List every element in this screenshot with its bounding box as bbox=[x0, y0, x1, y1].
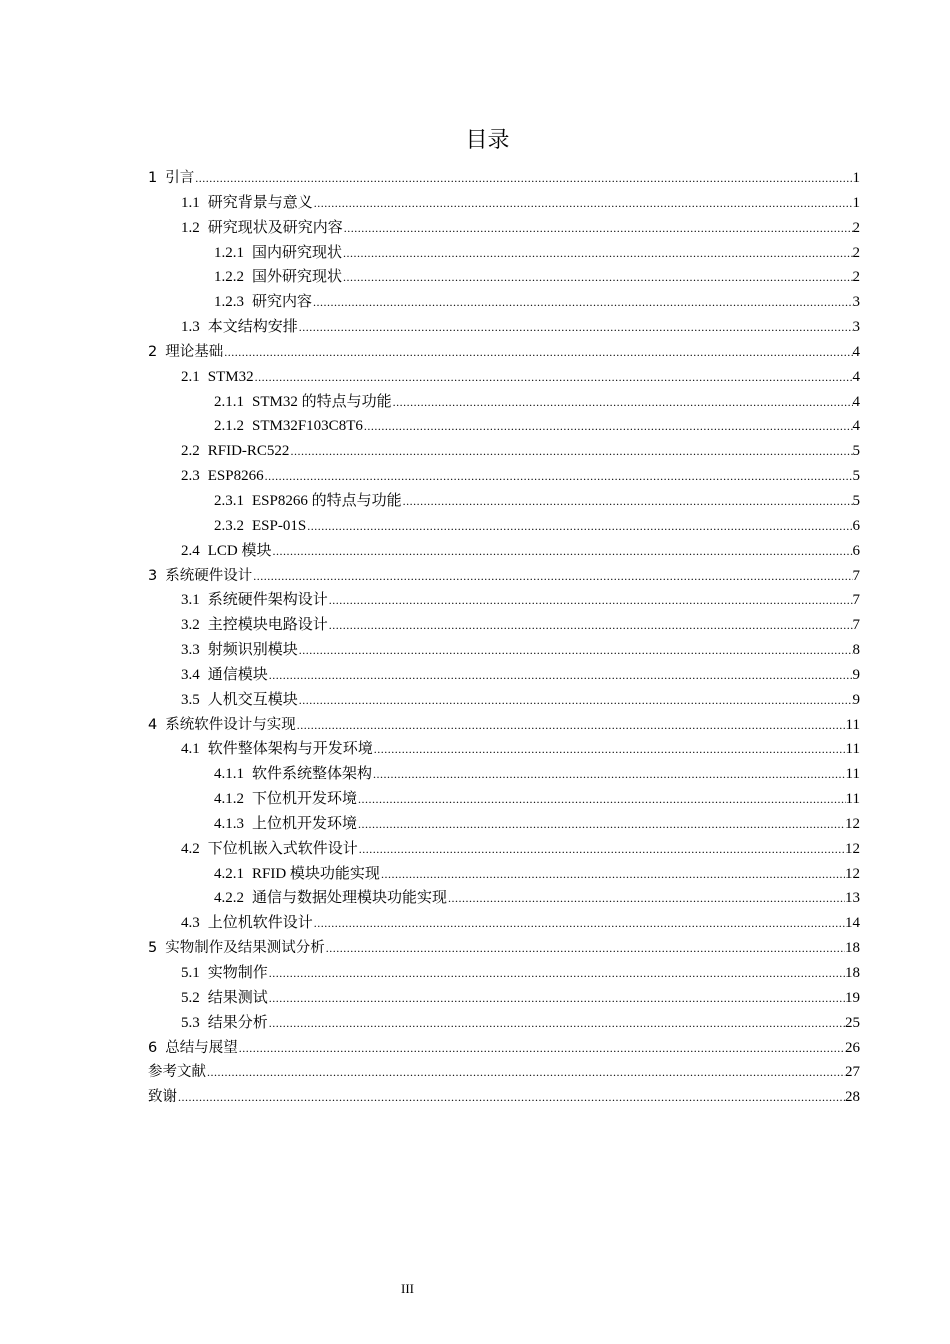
toc-dot-leader bbox=[299, 315, 853, 340]
toc-entry[interactable] bbox=[148, 166, 860, 191]
toc-entry-page: 7 bbox=[852, 617, 860, 634]
toc-entry-label: 国外研究现状 bbox=[252, 269, 343, 286]
toc-dot-leader bbox=[297, 713, 846, 738]
toc-entry-number: 2.4 bbox=[181, 542, 200, 559]
toc-entry-label: 结果测试 bbox=[207, 989, 268, 1006]
toc-entry-number: 2.2 bbox=[181, 443, 200, 460]
toc-entry[interactable] bbox=[148, 340, 860, 365]
toc-dot-leader bbox=[329, 588, 853, 613]
toc-entry[interactable] bbox=[148, 762, 860, 787]
toc-entry-label: 实物制作及结果测试分析 bbox=[165, 940, 325, 957]
toc-entry-label: 结果分析 bbox=[207, 1014, 268, 1031]
toc-entry[interactable] bbox=[148, 961, 860, 986]
toc-entry-page: 3 bbox=[852, 294, 860, 311]
toc-dot-leader bbox=[393, 390, 853, 415]
toc-entry-label: ESP8266 bbox=[207, 468, 264, 485]
toc-entry-page: 19 bbox=[845, 989, 860, 1006]
toc-entry-number: 4.2.2 bbox=[214, 890, 244, 907]
toc-entry-label: RFID 模块功能实现 bbox=[252, 865, 380, 882]
toc-entry-label: 理论基础 bbox=[165, 343, 224, 360]
toc-entry-page: 11 bbox=[845, 766, 860, 783]
toc-entry[interactable] bbox=[148, 911, 860, 936]
toc-dot-leader bbox=[269, 1011, 845, 1036]
toc-entry-page: 2 bbox=[852, 219, 860, 236]
toc-dot-leader bbox=[358, 812, 845, 837]
toc-entry-page: 4 bbox=[852, 368, 860, 385]
toc-entry-label: 通信与数据处理模块功能实现 bbox=[252, 890, 448, 907]
toc-entry-page: 2 bbox=[852, 244, 860, 261]
toc-entry-label: 系统硬件架构设计 bbox=[207, 592, 328, 609]
toc-entry-number: 3.4 bbox=[181, 666, 200, 683]
toc-entry-page: 12 bbox=[845, 840, 860, 857]
toc-entry-label: LCD 模块 bbox=[207, 542, 272, 559]
toc-entry[interactable] bbox=[148, 241, 860, 266]
toc-dot-leader bbox=[299, 688, 853, 713]
toc-dot-leader bbox=[381, 862, 845, 887]
toc-entry-page: 1 bbox=[852, 194, 860, 211]
toc-entry-label: 系统硬件设计 bbox=[165, 567, 253, 584]
toc-entry-number: 3.1 bbox=[181, 592, 200, 609]
toc-dot-leader bbox=[313, 290, 852, 315]
toc-entry-number: 6 bbox=[148, 1039, 158, 1056]
toc-entry[interactable] bbox=[148, 936, 860, 961]
toc-entry-number: 3.5 bbox=[181, 691, 200, 708]
toc-dot-leader bbox=[343, 265, 852, 290]
toc-entry-page: 5 bbox=[852, 468, 860, 485]
toc-entry-number: 2.1.2 bbox=[214, 418, 244, 435]
toc-entry[interactable] bbox=[148, 886, 860, 911]
toc-entry-page: 4 bbox=[852, 393, 860, 410]
toc-entry-number: 4.2 bbox=[181, 840, 200, 857]
toc-entry-number: 2.3.2 bbox=[214, 517, 244, 534]
toc-entry-number: 3.2 bbox=[181, 617, 200, 634]
toc-entry-number: 4.3 bbox=[181, 915, 200, 932]
toc-entry[interactable] bbox=[148, 514, 860, 539]
toc-dot-leader bbox=[269, 986, 845, 1011]
toc-entry[interactable] bbox=[148, 663, 860, 688]
toc-entry-page: 1 bbox=[852, 170, 860, 186]
toc-entry[interactable] bbox=[148, 290, 860, 315]
toc-entry-label: 本文结构安排 bbox=[207, 319, 298, 336]
toc-entry-page: 26 bbox=[845, 1039, 860, 1056]
toc-entry-page: 6 bbox=[852, 542, 860, 559]
toc-dot-leader bbox=[326, 936, 845, 961]
toc-entry-page: 11 bbox=[845, 716, 860, 733]
toc-entry[interactable] bbox=[148, 986, 860, 1011]
toc-entry-label: 研究背景与意义 bbox=[207, 194, 313, 211]
toc-entry[interactable] bbox=[148, 365, 860, 390]
toc-entry-page: 18 bbox=[845, 965, 860, 981]
toc-entry[interactable] bbox=[148, 439, 860, 464]
toc-entry-number: 2.3.1 bbox=[214, 492, 244, 509]
toc-entry[interactable] bbox=[148, 1085, 860, 1110]
toc-entry-page: 6 bbox=[852, 517, 860, 534]
toc-entry-label: STM32F103C8T6 bbox=[252, 418, 363, 435]
toc-dot-leader bbox=[343, 241, 852, 266]
toc-entry-number: 4.1.2 bbox=[214, 791, 244, 808]
toc-dot-leader bbox=[344, 216, 853, 241]
toc-entry-label: RFID-RC522 bbox=[207, 443, 290, 460]
toc-entry-number: 4 bbox=[148, 716, 158, 733]
toc-dot-leader bbox=[290, 439, 852, 464]
toc-entry-page: 7 bbox=[852, 592, 860, 609]
toc-entry-page: 4 bbox=[852, 418, 860, 435]
toc-dot-leader bbox=[448, 886, 845, 911]
toc-entry-page: 11 bbox=[845, 791, 860, 808]
toc-entry-number: 2.1.1 bbox=[214, 393, 244, 410]
toc-entry[interactable] bbox=[148, 713, 860, 738]
toc-dot-leader bbox=[195, 166, 852, 191]
toc-entry[interactable] bbox=[148, 638, 860, 663]
toc-entry[interactable] bbox=[148, 464, 860, 489]
toc-entry-label: 软件系统整体架构 bbox=[252, 766, 373, 783]
toc-entry-number: 5.1 bbox=[181, 965, 200, 981]
toc-entry-number: 2 bbox=[148, 343, 158, 360]
toc-entry-page: 13 bbox=[845, 890, 860, 907]
toc-dot-leader bbox=[374, 737, 846, 762]
page-title: 目录 bbox=[465, 128, 510, 153]
toc-entry-label: 人机交互模块 bbox=[207, 691, 298, 708]
toc-dot-leader bbox=[178, 1085, 845, 1110]
toc-entry-label: 研究内容 bbox=[252, 294, 313, 311]
toc-dot-leader bbox=[299, 638, 853, 663]
toc-entry[interactable] bbox=[148, 489, 860, 514]
toc-entry[interactable] bbox=[148, 390, 860, 415]
toc-entry-number: 2.3 bbox=[181, 468, 200, 485]
toc-entry-page: 11 bbox=[845, 741, 860, 758]
toc-dot-leader bbox=[329, 613, 853, 638]
toc-entry-label: 系统软件设计与实现 bbox=[165, 716, 296, 733]
toc-entry[interactable] bbox=[148, 862, 860, 887]
toc-entry[interactable] bbox=[148, 315, 860, 340]
toc-entry-page: 2 bbox=[852, 269, 860, 286]
toc-entry-label: 主控模块电路设计 bbox=[207, 617, 328, 634]
toc-entry-label: 国内研究现状 bbox=[252, 244, 343, 261]
toc-entry[interactable] bbox=[148, 191, 860, 216]
toc-entry-number: 4.1 bbox=[181, 741, 200, 758]
toc-entry-page: 25 bbox=[845, 1014, 860, 1031]
toc-entry[interactable] bbox=[148, 688, 860, 713]
toc-entry-label: 参考文献 bbox=[148, 1064, 206, 1081]
page-number: III bbox=[401, 1281, 414, 1296]
toc-dot-leader bbox=[255, 365, 853, 390]
toc-entry-number: 1.2.3 bbox=[214, 294, 244, 311]
toc-entry[interactable] bbox=[148, 737, 860, 762]
toc-dot-leader bbox=[364, 414, 853, 439]
toc-entry-page: 4 bbox=[852, 343, 860, 360]
toc-entry[interactable] bbox=[148, 564, 860, 589]
toc-entry-label: 研究现状及研究内容 bbox=[207, 219, 343, 236]
toc-dot-leader bbox=[269, 663, 853, 688]
toc-entry-number: 2.1 bbox=[181, 368, 200, 385]
toc-entry-page: 12 bbox=[845, 815, 860, 832]
toc-dot-leader bbox=[253, 564, 852, 589]
toc-entry-label: STM32 的特点与功能 bbox=[252, 393, 392, 410]
toc-entry-label: ESP-01S bbox=[252, 517, 307, 534]
toc-entry-number: 1.3 bbox=[181, 319, 200, 336]
toc-entry[interactable] bbox=[148, 414, 860, 439]
toc-dot-leader bbox=[358, 787, 846, 812]
toc-entry-page: 18 bbox=[845, 940, 860, 957]
toc-dot-leader bbox=[307, 514, 852, 539]
toc-entry-number: 1.2.1 bbox=[214, 244, 244, 261]
toc-entry-label: 上位机软件设计 bbox=[207, 915, 313, 932]
toc-entry[interactable] bbox=[148, 837, 860, 862]
toc-dot-leader bbox=[207, 1060, 845, 1085]
toc-dot-leader bbox=[373, 762, 846, 787]
toc-entry-page: 5 bbox=[852, 492, 860, 509]
toc-entry-number: 3.3 bbox=[181, 642, 200, 659]
toc-entry-number: 5 bbox=[148, 940, 158, 957]
toc-entry-number: 5.2 bbox=[181, 989, 200, 1006]
toc-entry-label: 引言 bbox=[165, 170, 195, 186]
toc-entry-label: 射频识别模块 bbox=[207, 642, 298, 659]
toc-entry[interactable] bbox=[148, 1036, 860, 1061]
toc-entry-number: 4.1.3 bbox=[214, 815, 244, 832]
toc-dot-leader bbox=[265, 464, 853, 489]
toc-entry-label: 软件整体架构与开发环境 bbox=[207, 741, 373, 758]
toc-entry-label: 下位机嵌入式软件设计 bbox=[207, 840, 358, 857]
toc-entry-number: 4.2.1 bbox=[214, 865, 244, 882]
toc-entry-page: 14 bbox=[845, 915, 860, 932]
toc-entry-number: 1.2 bbox=[181, 219, 200, 236]
toc-entry[interactable] bbox=[148, 812, 860, 837]
toc-entry-label: 总结与展望 bbox=[165, 1039, 238, 1056]
toc-dot-leader bbox=[314, 911, 845, 936]
toc-entry-page: 9 bbox=[852, 691, 860, 708]
toc-entry-label: 通信模块 bbox=[207, 666, 268, 683]
toc-entry[interactable] bbox=[148, 1011, 860, 1036]
toc-dot-leader bbox=[239, 1036, 845, 1061]
toc-entry-page: 12 bbox=[845, 865, 860, 882]
toc-entry[interactable] bbox=[148, 613, 860, 638]
toc-dot-leader bbox=[314, 191, 853, 216]
toc-entry-page: 7 bbox=[852, 567, 860, 584]
toc-entry-label: 下位机开发环境 bbox=[252, 791, 358, 808]
toc-entry-label: ESP8266 的特点与功能 bbox=[252, 492, 402, 509]
toc-dot-leader bbox=[359, 837, 845, 862]
toc-entry-label: 致谢 bbox=[148, 1089, 177, 1106]
toc-entry[interactable] bbox=[148, 265, 860, 290]
toc-entry-label: 上位机开发环境 bbox=[252, 815, 358, 832]
toc-entry-page: 28 bbox=[845, 1089, 860, 1106]
toc-entry-label: 实物制作 bbox=[207, 965, 268, 981]
toc-entry-page: 27 bbox=[845, 1064, 860, 1081]
toc-entry-page: 8 bbox=[852, 642, 860, 659]
toc-entry-number: 5.3 bbox=[181, 1014, 200, 1031]
toc-entry-page: 5 bbox=[852, 443, 860, 460]
toc-entry-number: 1.2.2 bbox=[214, 269, 244, 286]
toc-entry-page: 3 bbox=[852, 319, 860, 336]
toc-dot-leader bbox=[273, 539, 853, 564]
toc-entry-number: 3 bbox=[148, 567, 158, 584]
toc-entry-label: STM32 bbox=[207, 368, 254, 385]
toc-entry-number: 4.1.1 bbox=[214, 766, 244, 783]
toc-entry-number: 1 bbox=[148, 170, 158, 186]
toc-entry-page: 9 bbox=[852, 666, 860, 683]
toc-entry[interactable] bbox=[148, 539, 860, 564]
toc-entry[interactable] bbox=[148, 1060, 860, 1085]
toc-dot-leader bbox=[269, 961, 845, 986]
table-of-contents bbox=[148, 166, 860, 1110]
toc-entry[interactable] bbox=[148, 588, 860, 613]
toc-dot-leader bbox=[403, 489, 853, 514]
toc-dot-leader bbox=[224, 340, 852, 365]
toc-entry-number: 1.1 bbox=[181, 194, 200, 211]
toc-entry[interactable] bbox=[148, 216, 860, 241]
toc-entry[interactable] bbox=[148, 787, 860, 812]
